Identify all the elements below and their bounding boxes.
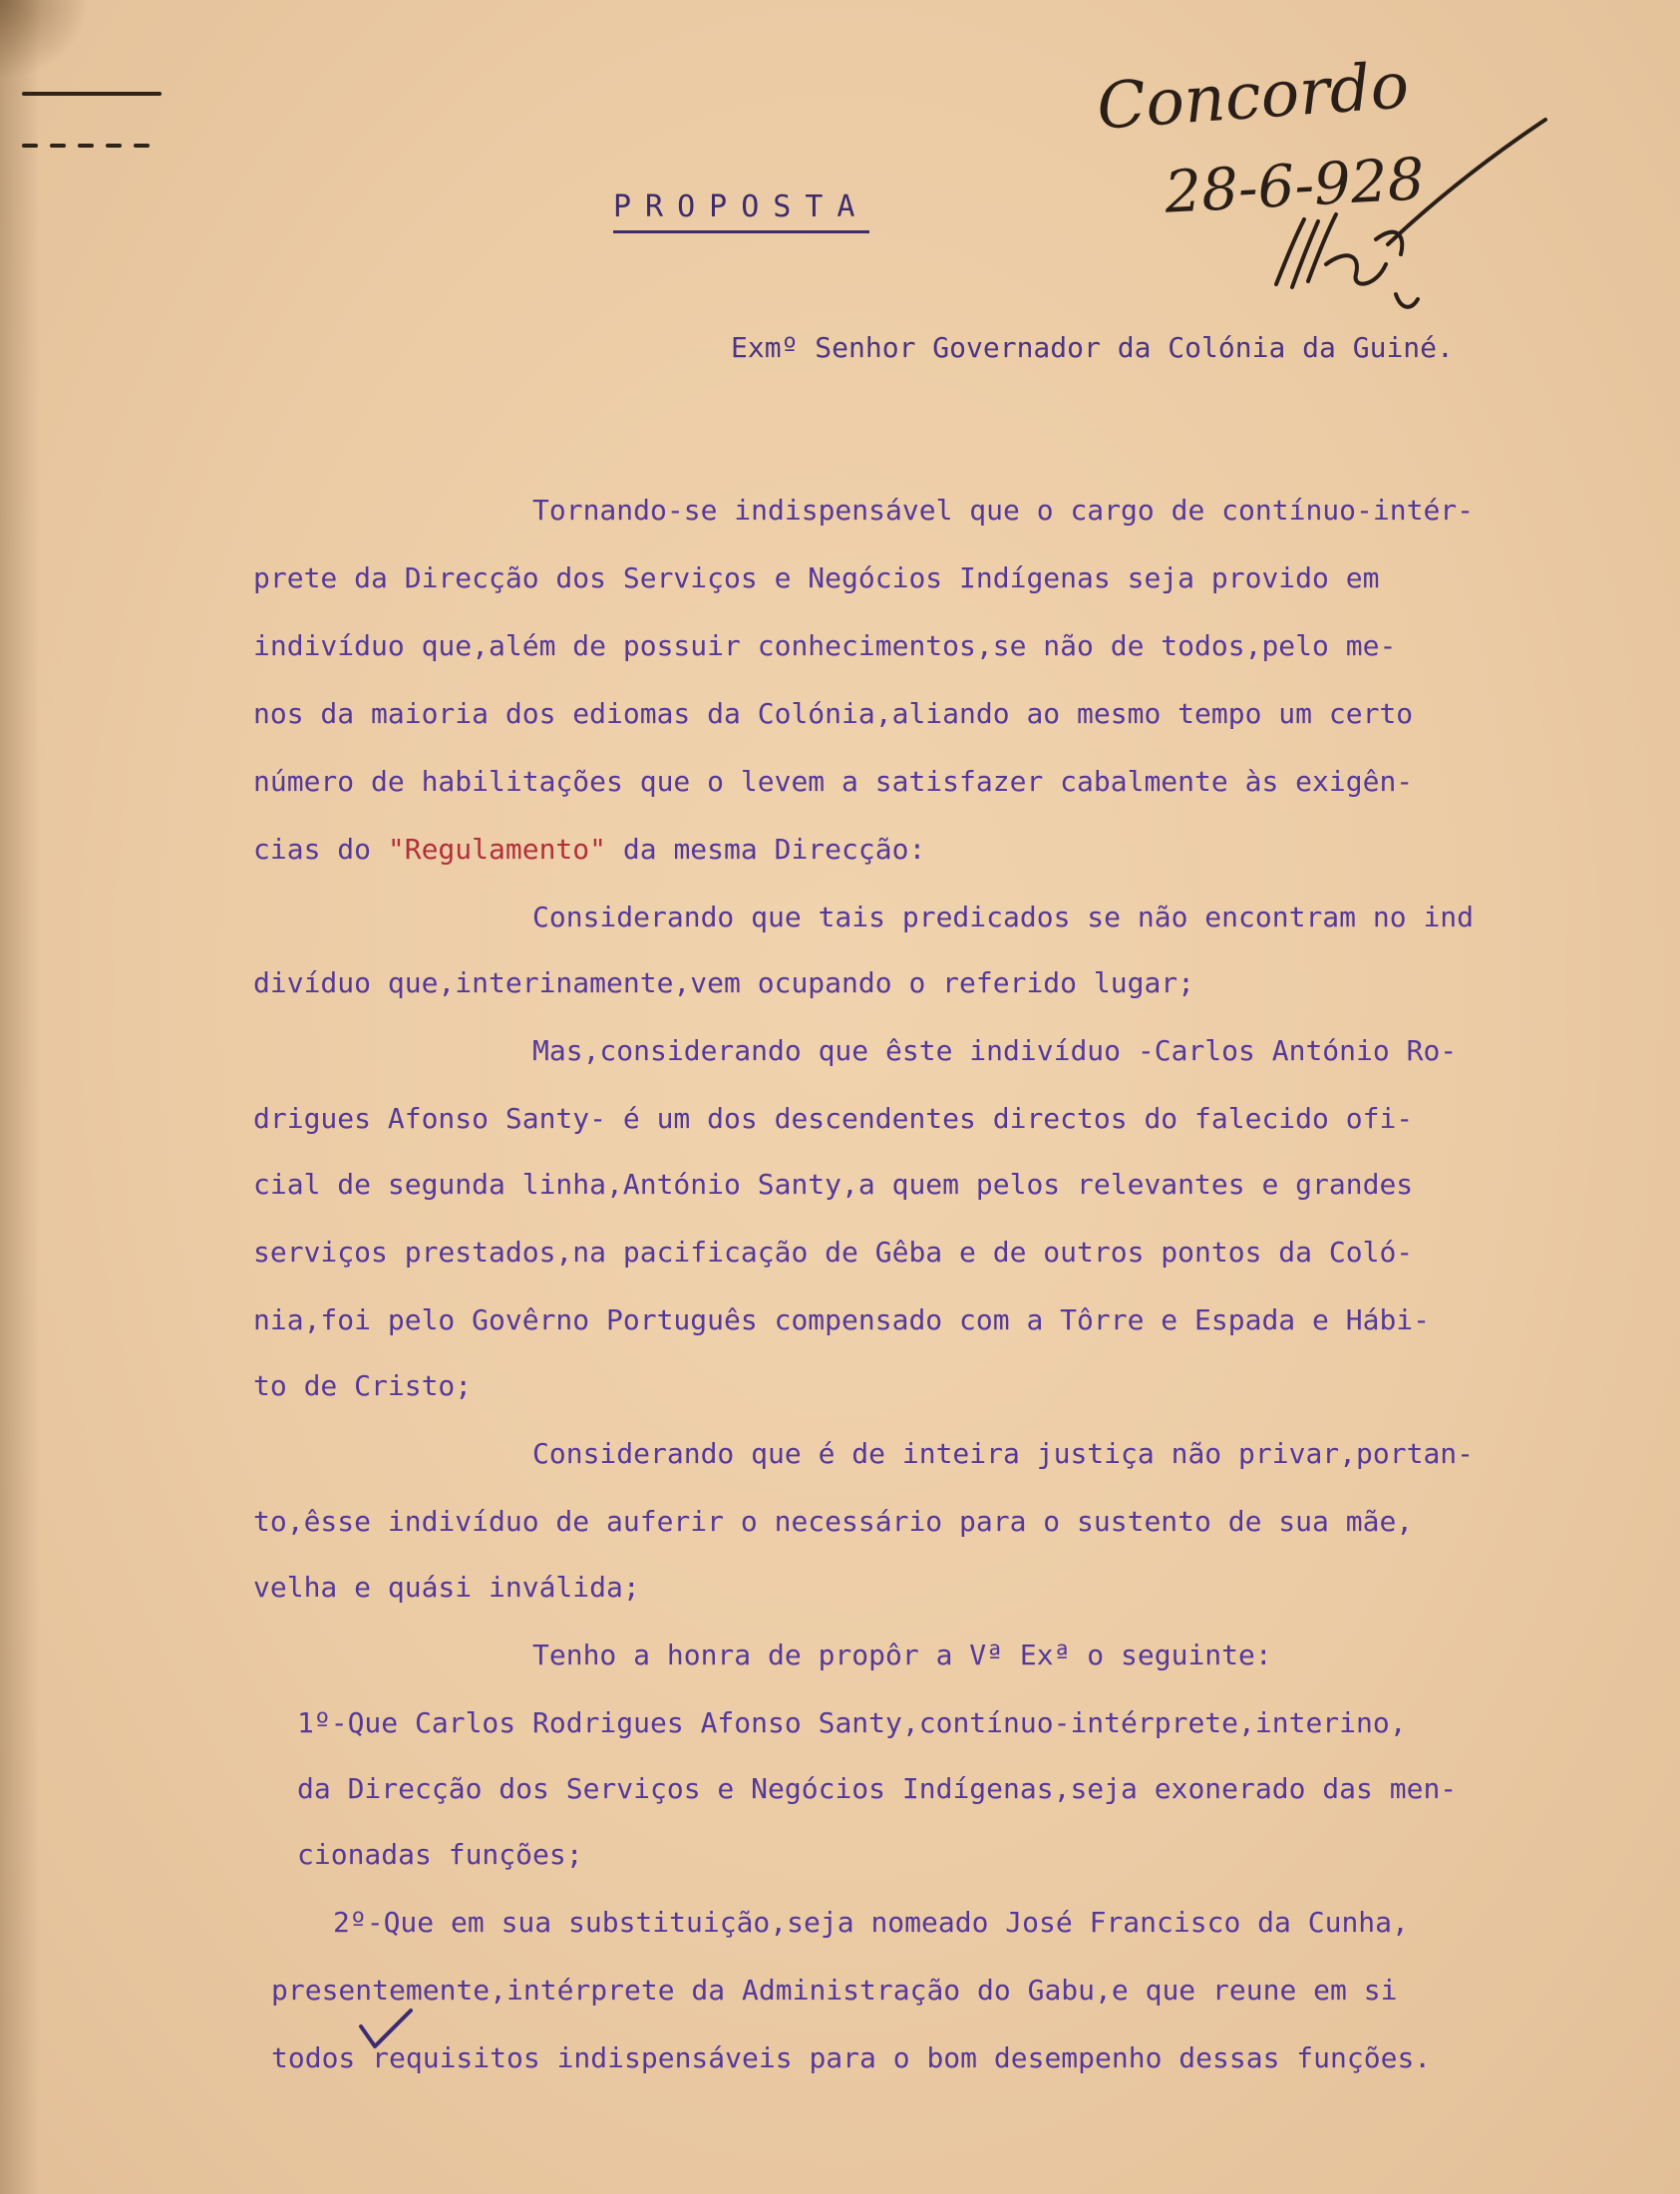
document-title: PROPOSTA <box>613 189 869 233</box>
body-line: cial de segunda linha,António Santy,a quem pelos relevantes e grandes <box>253 1168 1414 1201</box>
body-line-text: cias do <box>253 833 388 866</box>
margin-mark-line <box>22 92 162 96</box>
handwritten-approval <box>1057 50 1615 339</box>
body-line-text: da mesma Direcção: <box>606 833 926 866</box>
salutation: Exmº Senhor Governador da Colónia da Guiné. <box>731 331 1454 364</box>
margin-mark-dash <box>50 144 66 148</box>
body-line: nia,foi pelo Govêrno Português compensado com a Tôrre e Espada e Hábi- <box>253 1303 1431 1336</box>
insertion-check-icon <box>357 2005 417 2054</box>
margin-mark-dash <box>22 144 38 148</box>
numbered-item-2: 2º-Que em sua substituição,seja nomeado José Francisco da Cunha, <box>333 1906 1409 1939</box>
body-line: Mas,considerando que êste indivíduo -Carlos António Ro- <box>532 1034 1458 1067</box>
body-line: velha e quási inválida; <box>253 1571 640 1604</box>
body-line: Tornando-se indispensável que o cargo de contínuo-intér- <box>532 494 1475 527</box>
body-line: nos da maioria dos ediomas da Colónia,aliando ao mesmo tempo um certo <box>253 697 1414 730</box>
paper-corner-stain <box>0 0 90 80</box>
signature-scribble <box>1057 50 1615 339</box>
body-line: drigues Afonso Santy- é um dos descendentes directos do falecido ofi- <box>253 1102 1414 1135</box>
margin-mark-dash <box>134 144 150 148</box>
body-line: serviços prestados,na pacificação de Gêba e de outros pontos da Coló- <box>253 1236 1414 1269</box>
approval-date: 28-6-928 <box>1163 145 1427 226</box>
body-line: Tenho a honra de propôr a Vª Exª o seguinte: <box>532 1639 1272 1671</box>
body-line: todos requisitos indispensáveis para o bom desempenho dessas funções. <box>271 2041 1432 2074</box>
body-line: to,êsse indivíduo de auferir o necessário para o sustento de sua mãe, <box>253 1505 1414 1538</box>
margin-marks <box>22 92 171 211</box>
body-line: Considerando que tais predicados se não encontram no ind <box>532 901 1475 933</box>
numbered-item-1: 1º-Que Carlos Rodrigues Afonso Santy,contínuo-intérprete,interino, <box>297 1706 1407 1739</box>
body-line: prete da Direcção dos Serviços e Negócios Indígenas seja provido em <box>253 561 1380 594</box>
margin-mark-dash <box>106 144 122 148</box>
margin-mark-dash <box>78 144 94 148</box>
body-line: Considerando que é de inteira justiça não privar,portan- <box>532 1437 1475 1470</box>
body-line-regulamento <box>253 833 925 867</box>
body-line: presentemente,intérprete da Administração do Gabu,e que reune em si <box>271 1974 1398 2007</box>
body-line: da Direcção dos Serviços e Negócios Indígenas,seja exonerado das men- <box>297 1772 1458 1805</box>
body-line: cionadas funções; <box>297 1838 583 1871</box>
body-line: to de Cristo; <box>253 1369 473 1402</box>
body-line: indivíduo que,além de possuir conhecimentos,se não de todos,pelo me- <box>253 629 1397 662</box>
paper-edge-shadow <box>0 0 40 2194</box>
regulamento-reference: "Regulamento" <box>387 833 607 866</box>
body-line: número de habilitações que o levem a satisfazer cabalmente às exigên- <box>253 765 1414 798</box>
approval-word: Concordo <box>1094 49 1412 145</box>
body-line: divíduo que,interinamente,vem ocupando o referido lugar; <box>253 966 1195 999</box>
